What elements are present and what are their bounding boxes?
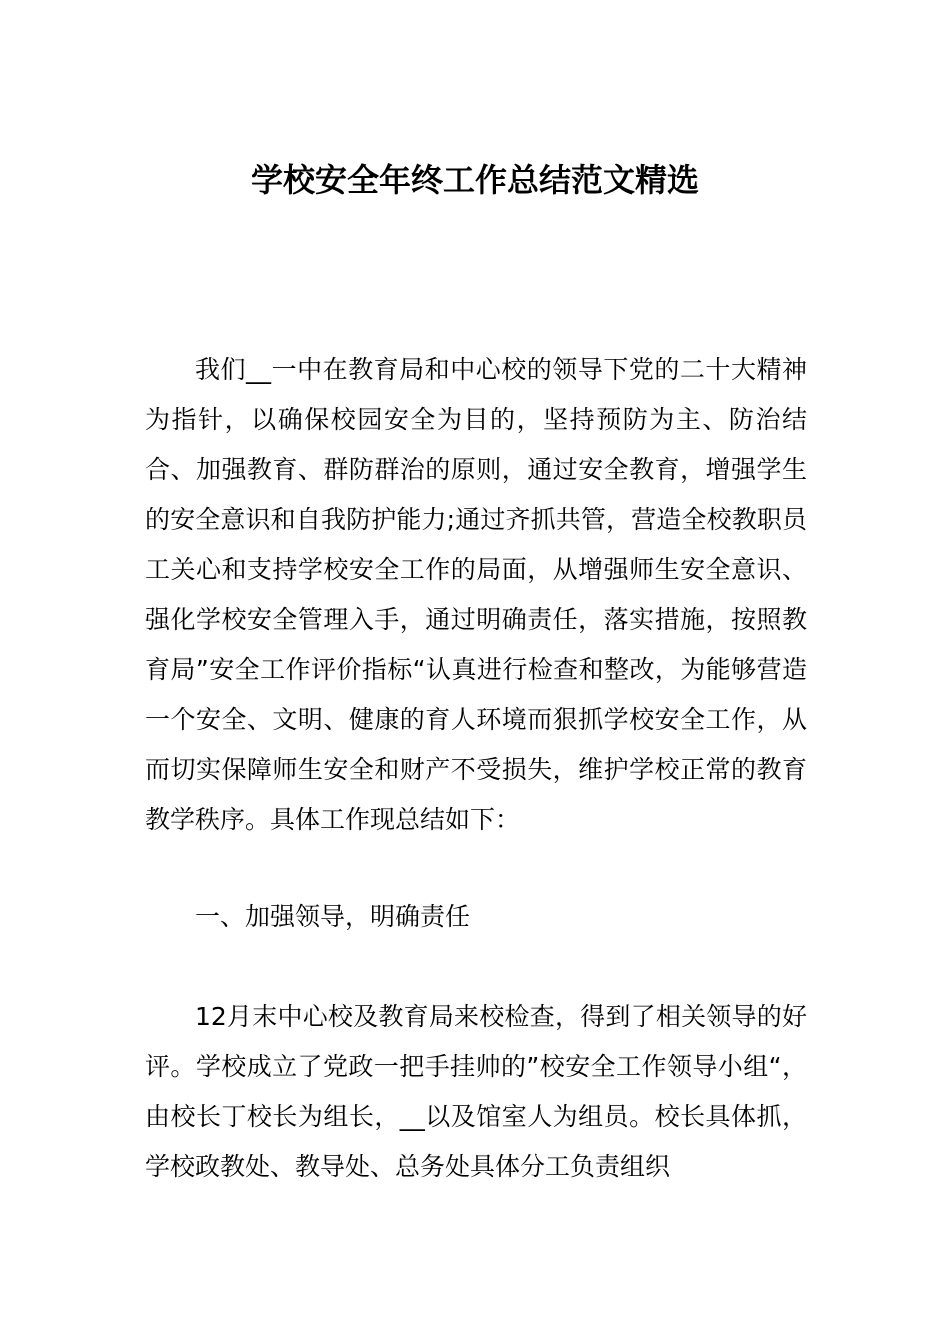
document-title: 学校安全年终工作总结范文精选: [250, 161, 699, 199]
section-heading-1: 一、加强领导，明确责任: [195, 902, 471, 931]
body-paragraph-intro: 我们__一中在教育局和中心校的领导下党的二十大精神为指针，以确保校园安全为目的，坚持预防为主、防治结合、加强教育、群防群治的原则，通过安全教育，增强学生的安全意识和自我防护能力;通过齐抓共管，营造全校教职员工关心和支持学校安全工作的局面，从增强师生安全意识、强化学校安全管理入手，通过明确责任，落实措施，按照教育局”安全工作评价指标“认真进行检查和整改，为能够营造一个安全、文明、健康的育人环境而狠抓学校安全工作，从而切实保障师生安全和财产不受损失，维护学校正常的教育教学秩序。具体工作现总结如下：: [145, 355, 807, 834]
body-paragraph-section-1: 12月末中心校及教育局来校检查，得到了相关领导的好评。学校成立了党政一把手挂帅的”校安全工作领导小组“，由校长丁校长为组长，__以及馆室人为组员。校长具体抓，学校政教处、教导处、总务处具体分工负责组织: [145, 1002, 807, 1181]
